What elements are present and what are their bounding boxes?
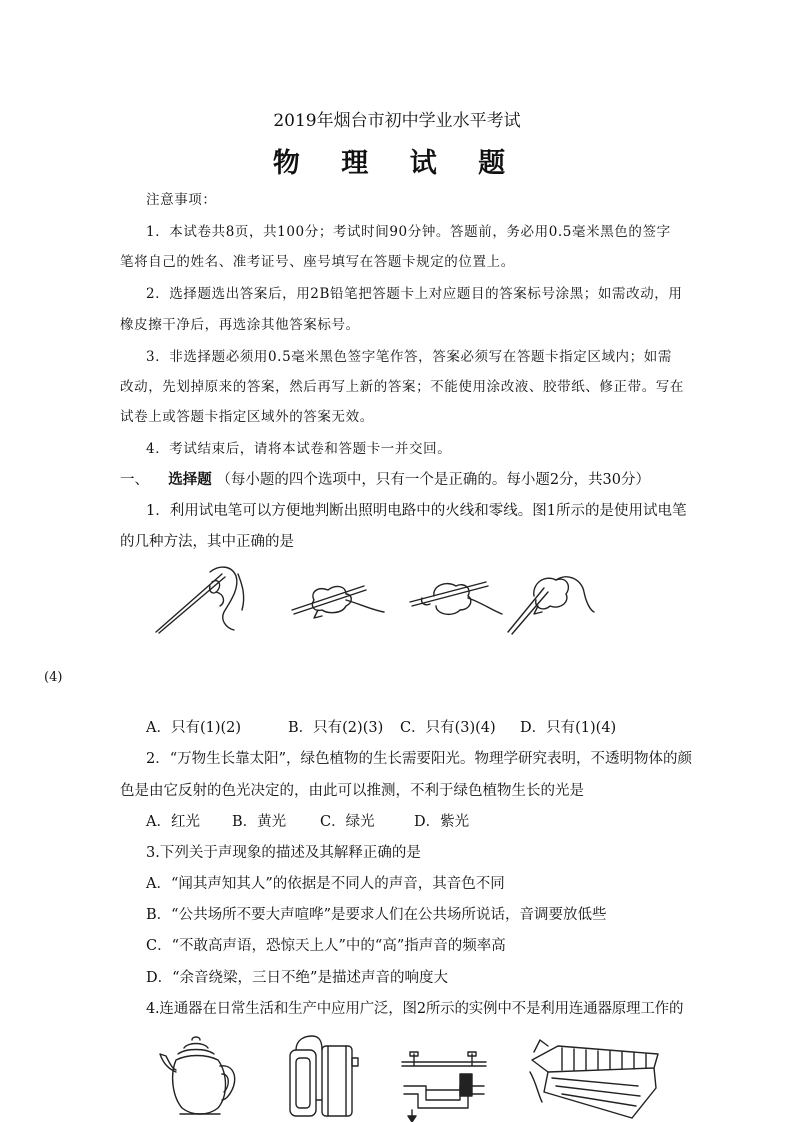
- q1-figure-label: (4): [44, 670, 63, 685]
- section-name: 选择题: [168, 471, 212, 488]
- q3-option-a: A．“闻其声知其人”的依据是不同人的声音，其音色不同: [146, 876, 505, 892]
- exam-title: 2019年烟台市初中学业水平考试: [273, 111, 521, 131]
- q3-option-b: B．“公共场所不要大声喧哗”是要求人们在公共场所说话，音调要放低些: [146, 907, 607, 923]
- q4-figure-drain: [398, 1050, 490, 1122]
- notice-line: 1．本试卷共8页，共100分；考试时间90分钟。答题前，务必用0.5毫米黑色的签字: [146, 224, 671, 240]
- notice-heading: 注意事项：: [146, 192, 217, 208]
- q2-stem-cont: 色是由它反射的色光决定的，由此可以推测，不利于绿色植物生长的光是: [120, 783, 584, 799]
- q1-figure-1: [150, 562, 250, 637]
- subject-title: 物 理 试 题: [272, 148, 522, 179]
- q1-option-c: C．只有(3)(4): [400, 720, 496, 736]
- q1-stem-cont: 的几种方法，其中正确的是: [120, 534, 294, 550]
- q1-option-d: D．只有(1)(4): [520, 720, 617, 736]
- q4-figure-teapot: [158, 1034, 240, 1120]
- q2-option-d: D．紫光: [414, 814, 470, 830]
- q1-figure-2: [288, 570, 388, 640]
- notice-line: 改动，先划掉原来的答案，然后再写上新的答案；不能使用涂改液、胶带纸、修正带。写在: [120, 379, 684, 395]
- notice-line: 4．考试结束后，请将本试卷和答题卡一并交回。: [146, 441, 452, 457]
- q1-option-b: B．只有(2)(3): [288, 720, 384, 736]
- q2-option-c: C．绿光: [320, 814, 375, 830]
- q2-option-b: B．黄光: [232, 814, 287, 830]
- notice-line: 2．选择题选出答案后，用2B铅笔把答题卡上对应题目的答案标号涂黑；如需改动，用: [146, 286, 683, 302]
- section-heading: [120, 468, 650, 489]
- section-number: 一、: [120, 472, 149, 488]
- q1-option-a: A．只有(1)(2): [146, 720, 242, 736]
- q3-option-d: D．“余音绕梁，三日不绝”是描述声音的响度大: [146, 970, 448, 986]
- q4-stem: 4.连通器在日常生活和生产中应用广泛，图2所示的实例中不是利用连通器原理工作的: [146, 1001, 684, 1017]
- notice-line: 试卷上或答题卡指定区域外的答案无效。: [120, 409, 374, 425]
- q1-figure-3: [406, 570, 506, 640]
- q1-stem: 1．利用试电笔可以方便地判断出照明电路中的火线和零线。图1所示的是使用试电笔: [146, 503, 687, 519]
- q3-option-c: C．“不敢高声语，恐惊天上人”中的“高”指声音的频率高: [146, 938, 506, 954]
- q4-figure-shiplock: [528, 1032, 664, 1120]
- q3-stem: 3.下列关于声现象的描述及其解释正确的是: [146, 845, 421, 861]
- q1-figure-4: [504, 566, 599, 638]
- notice-line: 笔将自己的姓名、准考证号、座号填写在答题卡规定的位置上。: [120, 254, 515, 270]
- section-desc: （每小题的四个选项中，只有一个是正确的。每小题2分，共30分）: [216, 472, 651, 488]
- q2-stem: 2．“万物生长靠太阳”，绿色植物的生长需要阳光。物理学研究表明，不透明物体的颜: [146, 751, 693, 767]
- notice-line: 3．非选择题必须用0.5毫米黑色签字笔作答，答案必须写在答题卡指定区域内；如需: [146, 349, 672, 365]
- q2-option-a: A．红光: [146, 814, 200, 830]
- q4-figure-boiler: [282, 1030, 360, 1120]
- notice-line: 橡皮擦干净后，再选涂其他答案标号。: [120, 317, 360, 333]
